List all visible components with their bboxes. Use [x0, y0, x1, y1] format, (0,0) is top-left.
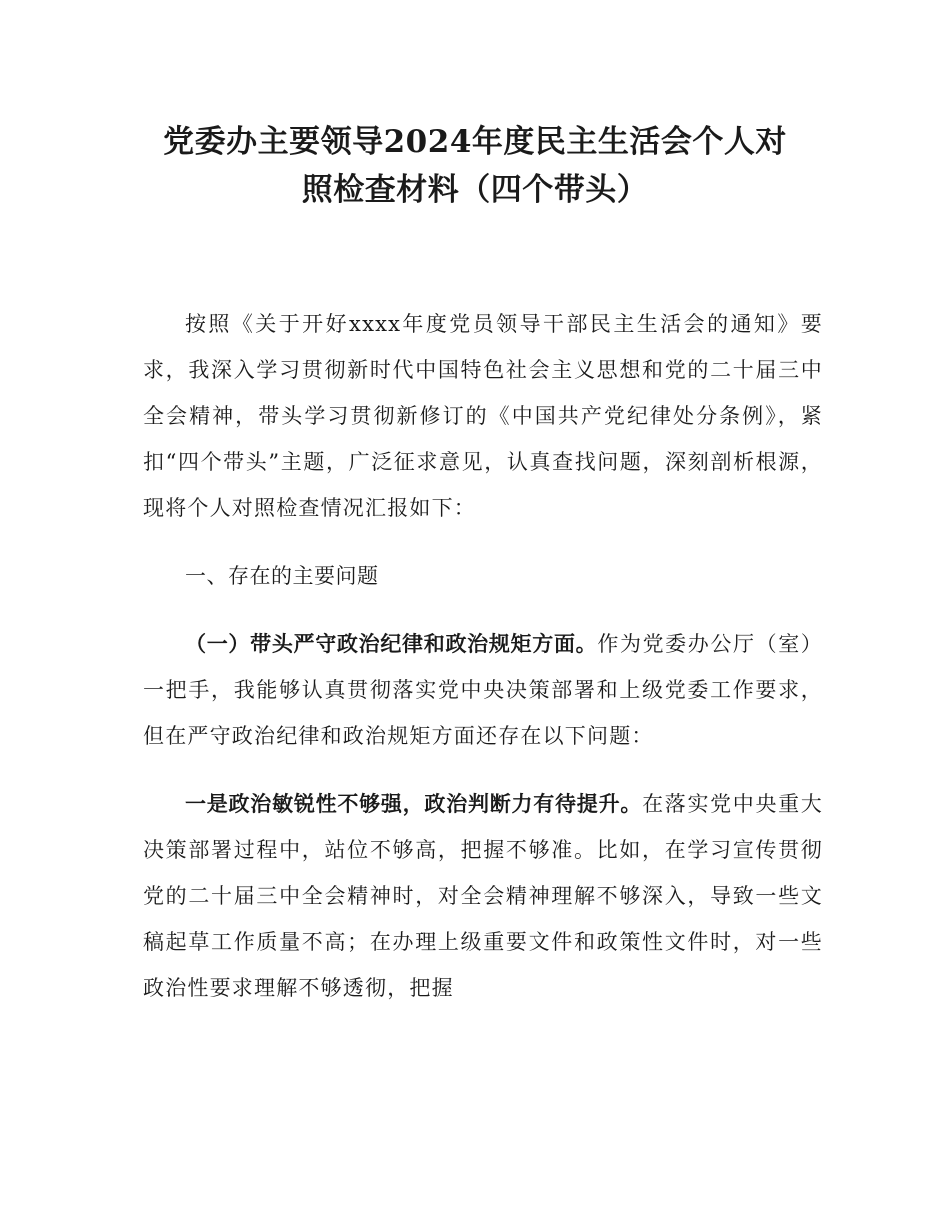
subsection-text: 作为党委办公厅（室）一把手，我能够认真贯彻落实党中央决策部署和上级党委工作要求，但在严守政治纪律和政治规矩方面还存在以下问题：	[143, 632, 824, 748]
subsection-lead: （一）带头严守政治纪律和政治规矩方面。	[185, 632, 598, 656]
point-lead: 一是政治敏锐性不够强，政治判断力有待提升。	[185, 792, 643, 816]
document-body	[143, 301, 823, 1011]
document-title-line-1: 党委办主要领导2024年度民主生活会个人对	[163, 124, 787, 160]
intro-paragraph: 按照《关于开好xxxx年度党员领导干部民主生活会的通知》要求，我深入学习贯彻新时代中国特色社会主义思想和党的二十届三中全会精神，带头学习贯彻新修订的《中国共产党纪律处分条例》，紧扣“四个带头”主题，广泛征求意见，认真查找问题，深刻剖析根源，现将个人对照检查情况汇报如下：	[143, 312, 823, 520]
document-title-line-2: 照检查材料（四个带头）	[301, 172, 649, 208]
section-heading: 一、存在的主要问题	[185, 564, 379, 588]
point-paragraph	[143, 781, 823, 1011]
subsection-paragraph	[143, 621, 823, 759]
point-text: 在落实党中央重大决策部署过程中，站位不够高，把握不够准。比如，在学习宣传贯彻党的二十届三中全会精神时，对全会精神理解不够深入，导致一些文稿起草工作质量不高；在办理上级重要文件和政策性文件时，对一些政治性要求理解不够透彻，把握	[143, 792, 823, 1000]
